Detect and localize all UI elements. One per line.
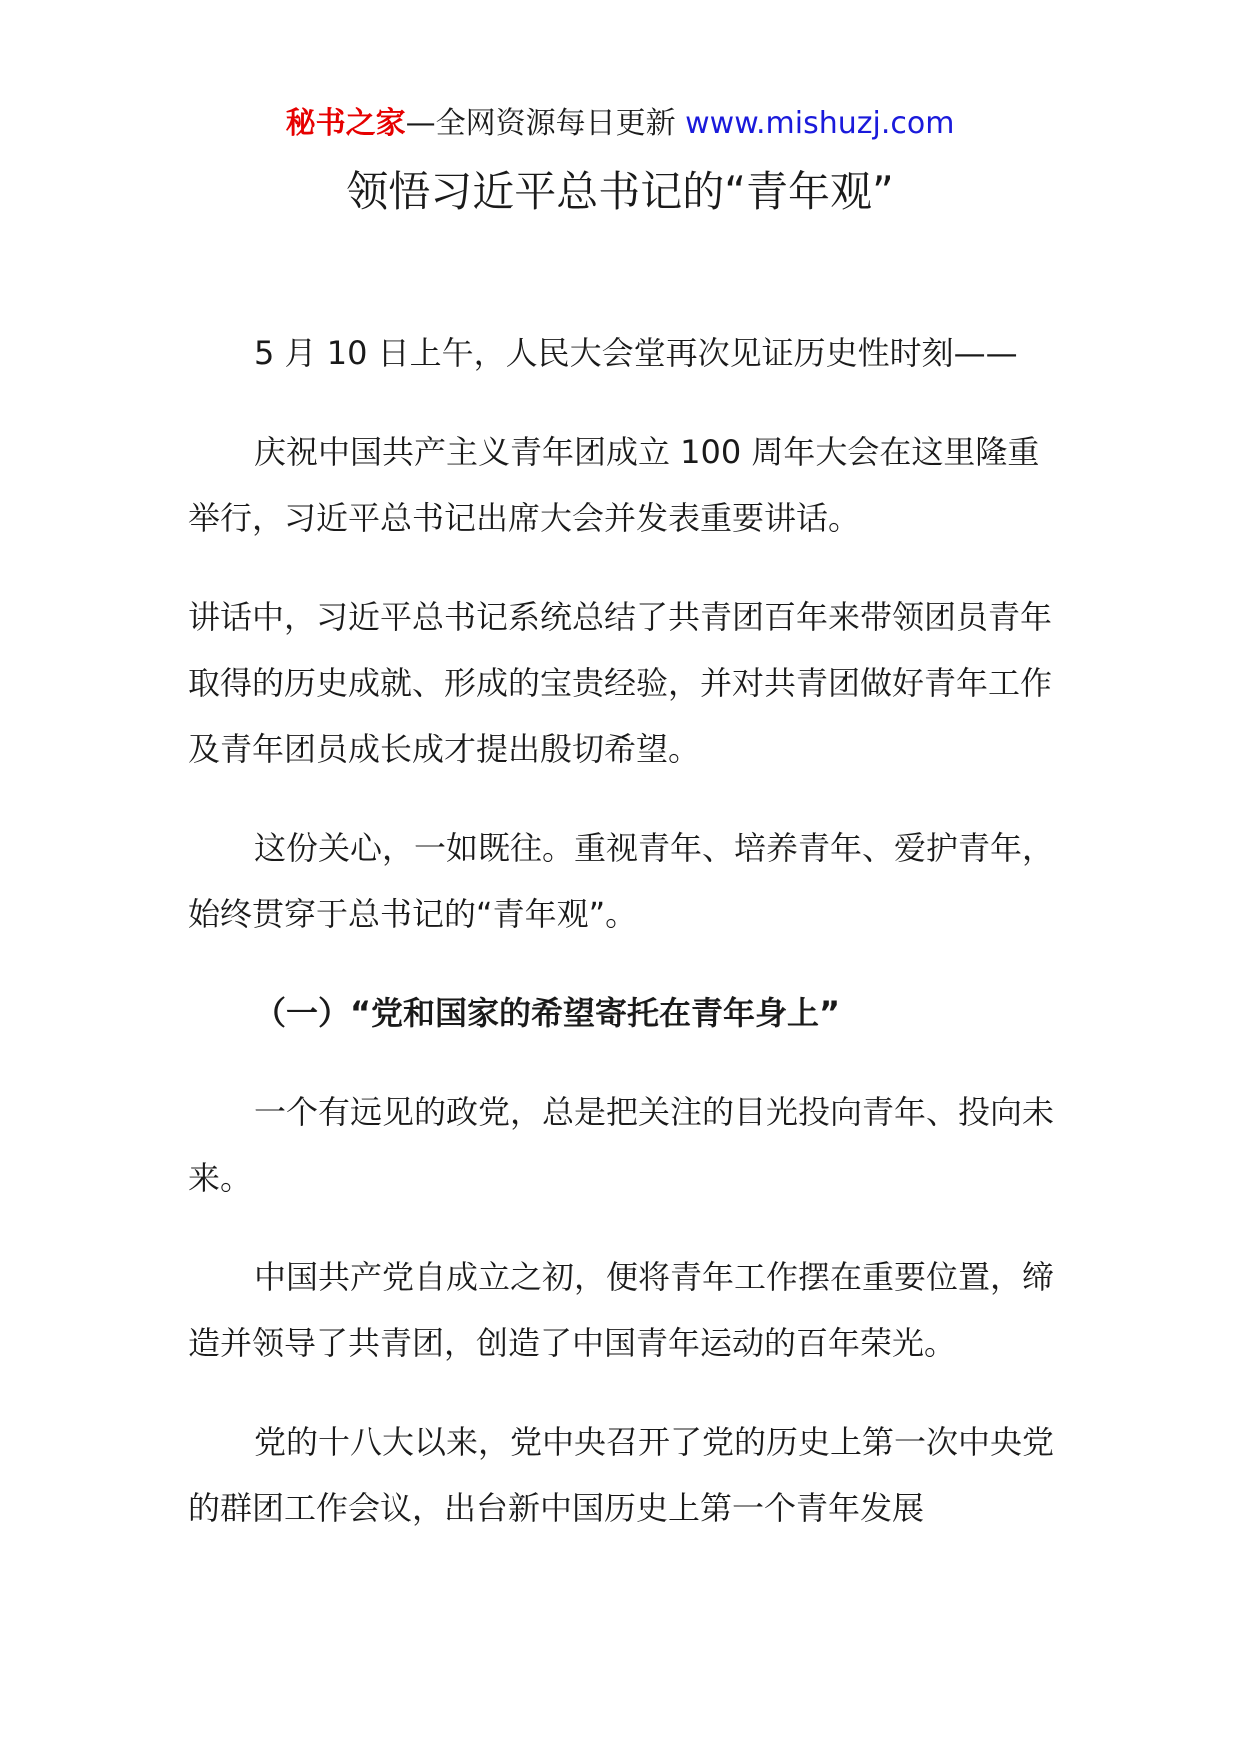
paragraph: 党的十八大以来，党中央召开了党的历史上第一次中央党的群团工作会议，出台新中国历史上第一个青年发展: [188, 1423, 1055, 1527]
paragraph: 这份关心，一如既往。重视青年、培养青年、爱护青年，始终贯穿于总书记的“青年观”。: [188, 829, 1055, 933]
paragraph: 5 月 10 日上午，人民大会堂再次见证历史性时刻——: [254, 334, 1018, 372]
paragraph: 一个有远见的政党，总是把关注的目光投向青年、投向未来。: [188, 1093, 1055, 1197]
site-header: [0, 100, 1240, 148]
site-tagline: —全网资源每日更新: [405, 106, 686, 141]
document-body: [188, 320, 1060, 1574]
document-title: 领悟习近平总书记的“青年观”: [346, 167, 894, 216]
brand-name: 秘书之家: [285, 106, 406, 141]
paragraph: 庆祝中国共产主义青年团成立 100 周年大会在这里隆重举行，习近平总书记出席大会并发表重要讲话。: [188, 433, 1040, 537]
paragraph: 讲话中，习近平总书记系统总结了共青团百年来带领团员青年取得的历史成就、形成的宝贵经验，并对共青团做好青年工作及青年团员成长成才提出殷切希望。: [188, 598, 1053, 768]
site-link[interactable]: www.mishuzj.com: [685, 106, 955, 141]
section-heading: （一）“党和国家的希望寄托在青年身上”: [254, 994, 841, 1032]
paragraph: 中国共产党自成立之初，便将青年工作摆在重要位置，缔造并领导了共青团，创造了中国青年运动的百年荣光。: [188, 1258, 1055, 1362]
